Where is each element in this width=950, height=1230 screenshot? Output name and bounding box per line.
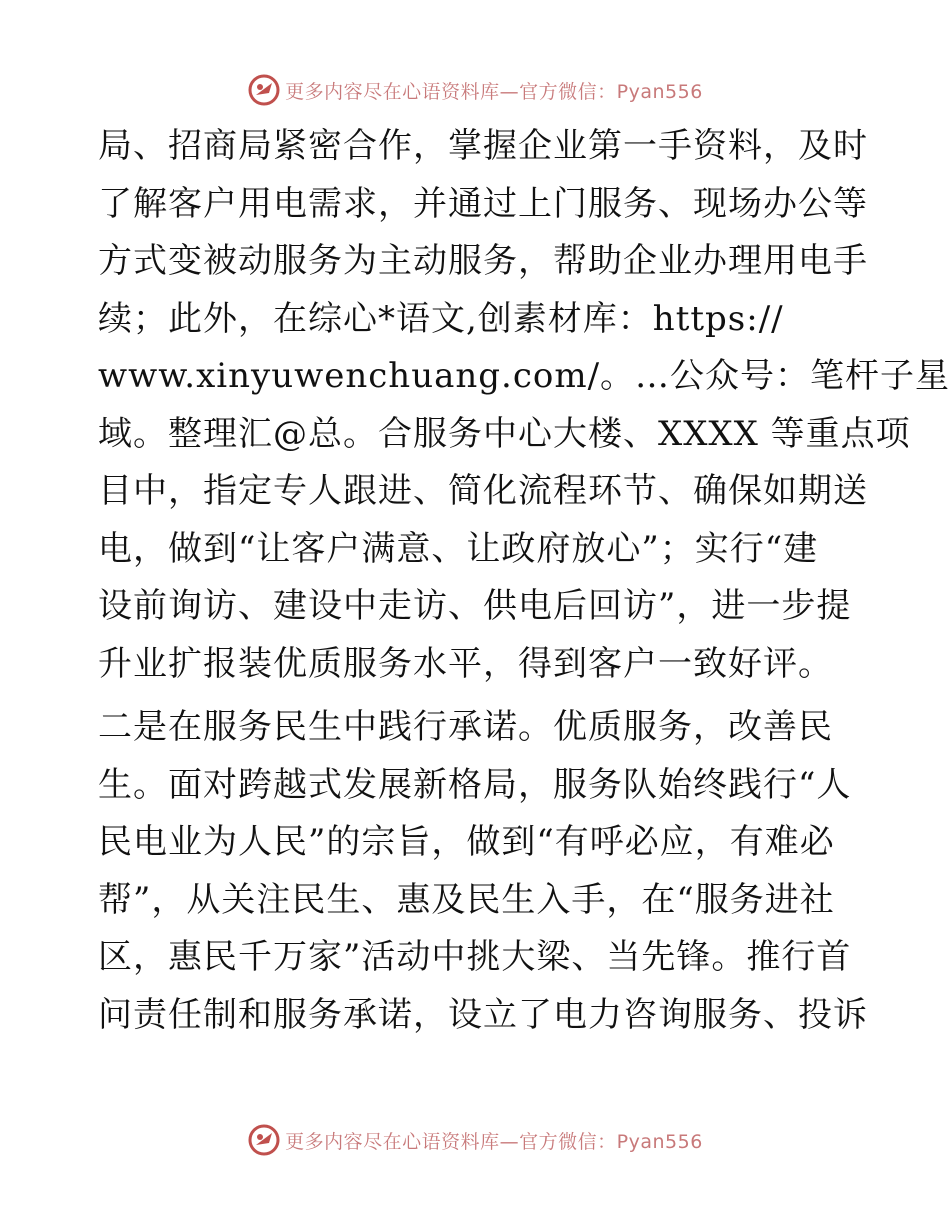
text-line: 帮”，从关注民生、惠及民生入手，在“服务进社: [98, 879, 835, 920]
text-line: 升业扩报装优质服务水平，得到客户一致好评。: [98, 643, 833, 684]
brand-logo-icon: [247, 1123, 281, 1157]
brand-logo-icon: [247, 73, 281, 107]
text-line: 了解客户用电需求，并通过上门服务、现场办公等: [98, 183, 868, 224]
footer-watermark-text: 更多内容尽在心语资料库—官方微信：Pyan556: [285, 1130, 703, 1153]
text-line: www.xinyuwenchuang.com/。…公众号：笔杆子星: [98, 356, 950, 396]
header-watermark-text: 更多内容尽在心语资料库—官方微信：Pyan556: [285, 80, 703, 103]
text-line: 目中，指定专人跟进、简化流程环节、确保如期送: [98, 471, 868, 511]
text-line: 域。整理汇@总。合服务中心大楼、XXXX 等重点项: [98, 413, 911, 454]
header-watermark: [0, 70, 950, 110]
text-line: 民电业为人民”的宗旨，做到“有呼必应，有难必: [98, 822, 835, 862]
text-line: 问责任制和服务承诺，设立了电力咨询服务、投诉: [98, 994, 868, 1035]
paragraph-1: [98, 118, 950, 693]
text-line: 续；此外，在综心*语文,创素材库：https://: [98, 298, 784, 339]
text-line: 区，惠民千万家”活动中挑大梁、当先锋。推行首: [98, 937, 852, 977]
paragraph-2: [98, 699, 868, 1044]
text-line: 方式变被动服务为主动服务，帮助企业办理用电手: [98, 241, 868, 281]
footer-watermark: [0, 1120, 950, 1160]
text-line: 生。面对跨越式发展新格局，服务队始终践行“人: [98, 764, 852, 805]
document-body: [98, 118, 950, 1044]
text-line: 电，做到“让客户满意、让政府放心”；实行“建: [98, 528, 819, 569]
text-line: 设前询访、建设中走访、供电后回访”，进一步提: [98, 586, 852, 626]
text-line: 二是在服务民生中践行承诺。优质服务，改善民: [98, 707, 833, 747]
text-line: 局、招商局紧密合作，掌握企业第一手资料，及时: [98, 126, 868, 166]
